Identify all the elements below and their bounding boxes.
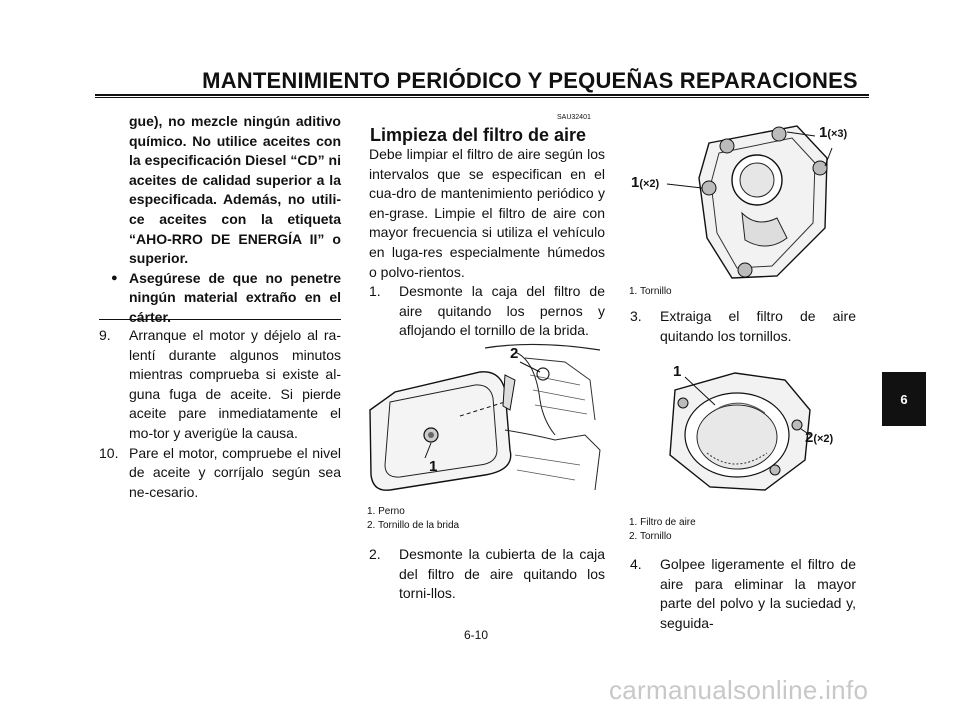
figure-air-filter-element [655,365,855,495]
figure-1-callout-1: 1 [429,458,438,475]
step-2-text: Desmonte la cubierta de la caja del filtro de aire quitando los torni-llos. [399,546,605,602]
section-code: SAU32401 [557,114,591,121]
step-9-text: Arranque el motor y déjelo al ra-lentí durante algunos minutos mientras comprueba si existe al-guna fuga de aceite. Si pierde aceite pare inmediatamente el mo-tor y averigüe la causa. [129,327,341,441]
intro-paragraph: Debe limpiar el filtro de aire según los intervalos que se especifican en el cua-dro de mantenimiento periódico y en-grase. Limpie el filtro de aire con mayor frecuencia si utiliza el vehículo en luga-res especialmente húmedos o polvo-rientos. [369,146,605,280]
column-1-warning [99,112,341,328]
step-4-text: Golpee ligeramente el filtro de aire para eliminar la mayor parte del polvo y la suciedad y, seguida- [660,556,856,631]
section-heading: Limpieza del filtro de aire [370,125,587,145]
warning-divider [99,319,341,320]
step-1-number: 1. [369,283,381,300]
figure-2-callout-a [819,124,847,141]
page-number: 6-10 [464,628,489,642]
figure-2-caption: 1. Tornillo [629,286,672,297]
figure-3-callout-2 [805,429,833,446]
warning-continued-text: gue), no mezcle ningún aditivo químico. No utilice aceites con la especificación Diesel “CD” ni aceites de calidad superior a la especificada. Además, no utili-ce aceites con la etiqueta “AHO-RRO DE ENERGÍA II” o superior. [129,113,341,267]
chapter-tab[interactable]: 6 [882,372,926,426]
air-filter-cover-illustration [627,118,863,283]
figure-3-callout-2-count: (×2) [813,433,834,445]
column-2-text [369,145,605,341]
step-10-number: 10. [99,444,119,461]
step-9 [99,326,341,444]
step-3-number: 3. [630,308,642,324]
column-1-steps [99,326,341,502]
column-3-step-3 [630,307,856,346]
figure-3-callout-2-number: 2 [805,429,814,446]
figure-air-filter-cover [627,118,863,283]
step-10-text: Pare el motor, compruebe el nivel de aceite y corríjalo según sea ne-cesario. [129,444,341,500]
step-10 [99,444,341,503]
step-4 [630,555,856,633]
figure-1-callout-2: 2 [510,345,519,362]
figure-3-caption-2: 2. Tornillo [629,531,672,542]
figure-2-callout-a-count: (×3) [827,128,848,140]
column-2-step-2 [369,545,605,604]
figure-1-caption [367,505,459,533]
step-4-number: 4. [630,556,642,572]
header-rule [95,94,869,98]
figure-2-callout-b [631,174,659,191]
watermark: carmanualsonline.info [609,675,869,705]
figure-3-callout-1: 1 [673,363,682,380]
column-3-step-4 [630,555,856,633]
step-3-text: Extraiga el filtro de aire quitando los tornillos. [660,308,856,344]
figure-2-callout-a-number: 1 [819,124,828,141]
figure-1-caption-1: 1. Perno [367,506,405,517]
step-1-text: Desmonte la caja del filtro de aire quitando los pernos y aflojando el tornillo de la brida. [399,283,605,339]
step-1 [369,282,605,341]
step-9-number: 9. [99,327,111,343]
page-header-title: MANTENIMIENTO PERIÓDICO Y PEQUEÑAS REPARACIONES [202,68,858,93]
figure-air-filter-case [365,340,605,495]
figure-1-caption-2: 2. Tornillo de la brida [367,520,460,531]
figure-2-callout-b-count: (×2) [639,178,660,190]
step-3 [630,307,856,346]
figure-2-callout-b-number: 1 [631,174,640,191]
warning-bullet-item: ● Asegúrese de que no penetre ningún material extraño en el cárter. [99,269,341,328]
figure-3-caption [629,516,696,544]
figure-3-caption-1: 1. Filtro de aire [629,517,696,528]
step-2-number: 2. [369,546,381,562]
step-2 [369,545,605,604]
air-filter-case-illustration [365,340,605,495]
